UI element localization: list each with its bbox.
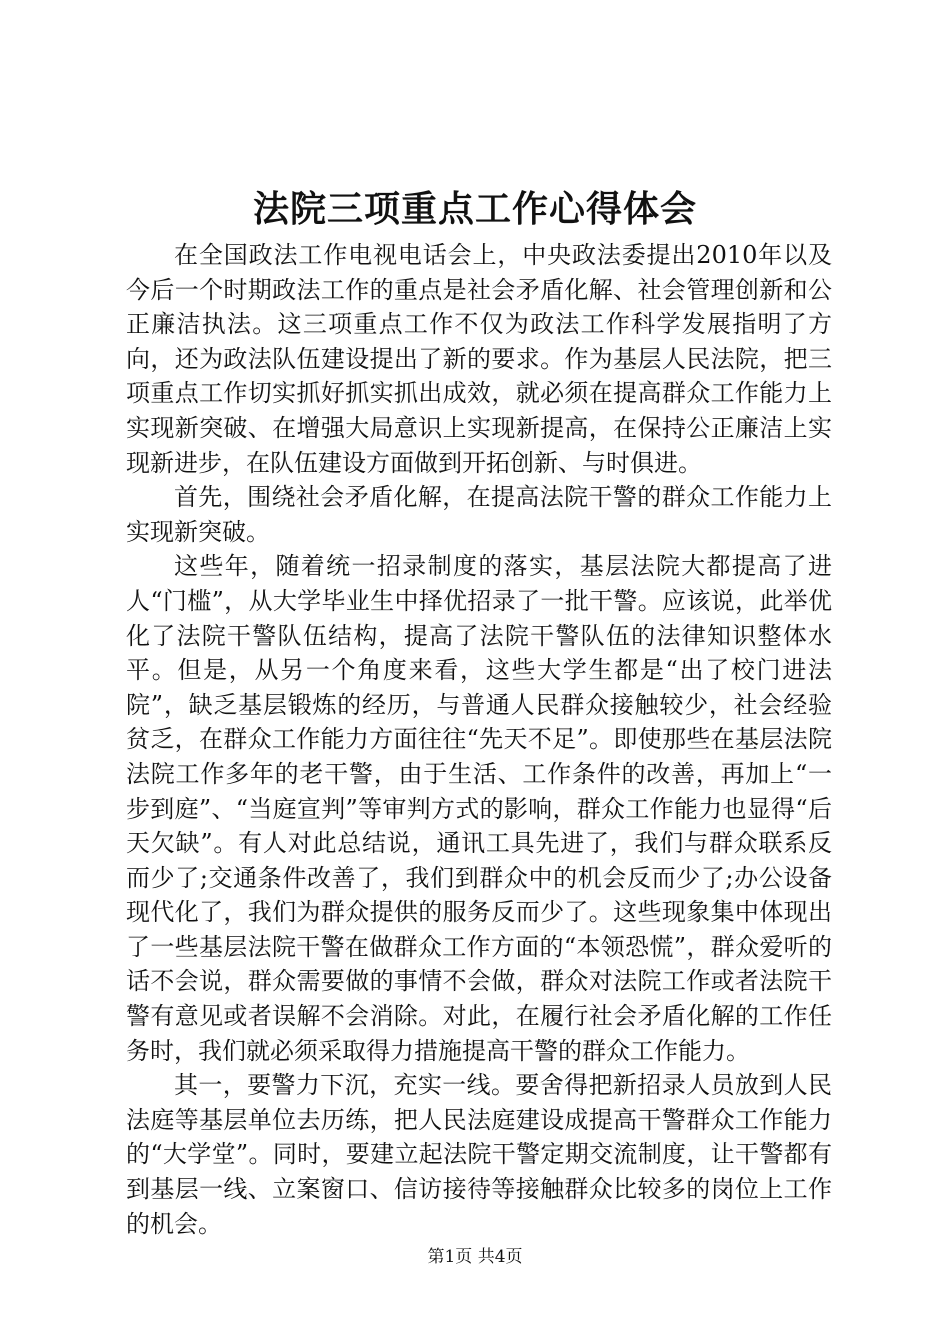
- page-number-footer: 第1页 共4页: [427, 1247, 523, 1267]
- document-title: 法院三项重点工作心得体会: [252, 188, 697, 230]
- document-body: [126, 238, 832, 1241]
- paragraph-analysis: 这些年，随着统一招录制度的落实，基层法院大都提高了进人“门槛”，从大学毕业生中择优招录了一批干警。应该说，此举优化了法院干警队伍结构，提高了法院干警队伍的法律知识整体水平。但是，从另一个角度来看，这些大学生都是“出了校门进法院”，缺乏基层锻炼的经历，与普通人民群众接触较少，社会经验贫乏，在群众工作能力方面往往“先天不足”。即使那些在基层法院法院工作多年的老干警，由于生活、工作条件的改善，再加上“一步到庭”、“当庭宣判”等审判方式的影响，群众工作能力也显得“后天欠缺”。有人对此总结说，通讯工具先进了，我们与群众联系反而少了;交通条件改善了，我们到群众中的机会反而少了;办公设备现代化了，我们为群众提供的服务反而少了。这些现象集中体现出了一些基层法院干警在做群众工作方面的“本领恐慌”，群众爱听的话不会说，群众需要做的事情不会做，群众对法院工作或者法院干警有意见或者误解不会消除。对此，在履行社会矛盾化解的工作任务时，我们就必须采取得力措施提高干警的群众工作能力。: [126, 552, 832, 1065]
- paragraph-intro: 在全国政法工作电视电话会上，中央政法委提出2010年以及今后一个时期政法工作的重点是社会矛盾化解、社会管理创新和公正廉洁执法。这三项重点工作不仅为政法工作科学发展指明了方向，还为政法队伍建设提出了新的要求。作为基层人民法院，把三项重点工作切实抓好抓实抓出成效，就必须在提高群众工作能力上实现新突破、在增强大局意识上实现新提高，在保持公正廉洁上实现新进步，在队伍建设方面做到开拓创新、与时俱进。: [126, 241, 832, 477]
- paragraph-measure-one: 其一，要警力下沉，充实一线。要舍得把新招录人员放到人民法庭等基层单位去历练，把人民法庭建设成提高干警群众工作能力的“大学堂”。同时，要建立起法院干警定期交流制度，让干警都有到基层一线、立案窗口、信访接待等接触群众比较多的岗位上工作的机会。: [126, 1071, 832, 1238]
- paragraph-first-point: 首先，围绕社会矛盾化解，在提高法院干警的群众工作能力上实现新突破。: [126, 483, 832, 546]
